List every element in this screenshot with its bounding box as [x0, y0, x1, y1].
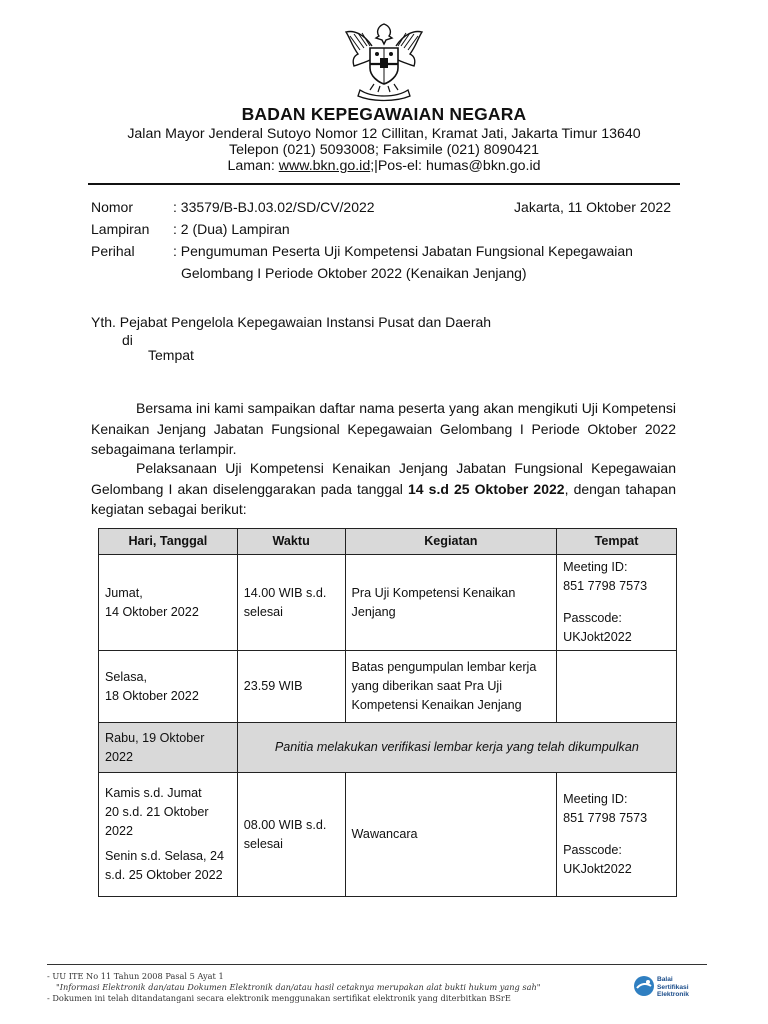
cell-place — [557, 651, 677, 723]
year-text: 2022 — [105, 749, 134, 764]
cell-day — [99, 651, 238, 723]
cell-place — [557, 773, 677, 897]
activity-text-3: Kompetensi Kenaikan Jenjang — [351, 698, 522, 712]
activity-text: Batas pengumpulan lembar kerja — [351, 660, 537, 674]
email-text: ;|Pos-el: humas@bkn.go.id — [370, 158, 541, 174]
contact-line: Telepon (021) 5093008; Faksimile (021) 8090421 — [229, 142, 539, 158]
activity-text-2: yang diberikan saat Pra Uji — [351, 679, 503, 693]
day-text: Kamis s.d. Jumat — [105, 786, 202, 800]
table-header-row — [99, 529, 677, 555]
table-row — [99, 773, 677, 897]
time-text: 08.00 WIB s.d. — [243, 817, 327, 832]
table-row — [99, 555, 677, 651]
bsre-label-line1: Balai — [657, 976, 673, 983]
date-text: 20 s.d. 21 Oktober — [105, 805, 209, 819]
col-header-day: Hari, Tanggal — [99, 529, 238, 555]
paragraph-2-dates: 14 s.d 25 Oktober 2022 — [408, 480, 565, 497]
addressee-place: Tempat — [148, 347, 194, 363]
nomor-label: Nomor — [91, 199, 134, 215]
bsre-label-line3: Elektronik — [657, 991, 689, 998]
cell-time — [237, 773, 345, 897]
website-email-line — [0, 158, 768, 174]
header-divider — [88, 183, 680, 185]
garuda-emblem-icon — [338, 20, 430, 102]
footer-esign-note: - Dokumen ini telah ditandatangani secara elektronik menggunakan sertifikat elektronik yang diterbitkan BSrE — [47, 993, 511, 1003]
addressee-di: di — [122, 332, 133, 348]
addressee-line: Yth. Pejabat Pengelola Kepegawaian Instansi Pusat dan Daerah — [91, 314, 492, 330]
perihal-value-line1: : Pengumuman Peserta Uji Kompetensi Jabatan Fungsional Kepegawaian — [173, 243, 633, 259]
table-row — [99, 651, 677, 723]
cell-day — [99, 555, 238, 651]
activity-text: Pra Uji Kompetensi Kenaikan — [351, 585, 516, 600]
passcode-value: UKJokt2022 — [563, 862, 632, 876]
cell-time: 23.59 WIB — [237, 651, 345, 723]
letter-date: Jakarta, 11 Oktober 2022 — [514, 199, 671, 215]
col-header-activity: Kegiatan — [345, 529, 557, 555]
time-text-2: selesai — [243, 604, 283, 619]
date-text-2: s.d. 25 Oktober 2022 — [105, 868, 223, 882]
footer-law-reference: - UU ITE No 11 Tahun 2008 Pasal 5 Ayat 1 — [47, 971, 224, 981]
website-label: Laman: — [227, 158, 279, 174]
address-line-1: Jalan Mayor Jenderal Sutoyo Nomor 12 Cillitan, Kramat Jati, Jakarta Timur 13640 — [127, 126, 641, 142]
paragraph-2-text: Pelaksanaan Uji Kompetensi Kenaikan Jenjang Jabatan Fungsional Kepegawaian Gelombang I akan diselenggarakan pada tanggal — [91, 460, 676, 497]
cell-day — [99, 723, 238, 773]
body-paragraph-1: Bersama ini kami sampaikan daftar nama peserta yang akan mengikuti Uji Kompetensi Kenaikan Jenjang Jabatan Fungsional Kepegawaian Gelombang I Periode Oktober 2022 sebagaimana terlampir. — [91, 400, 676, 457]
passcode-value: UKJokt2022 — [563, 630, 632, 644]
date-text: Rabu, 19 Oktober — [105, 730, 205, 745]
verification-note: Panitia melakukan verifikasi lembar kerja yang telah dikumpulkan — [237, 723, 676, 773]
passcode-label: Passcode: — [563, 843, 622, 857]
meeting-id-label: Meeting ID: — [563, 792, 628, 806]
cell-day — [99, 773, 238, 897]
organization-name: BADAN KEPEGAWAIAN NEGARA — [241, 104, 527, 124]
cell-activity: Wawancara — [345, 773, 557, 897]
col-header-place: Tempat — [557, 529, 677, 555]
perihal-label: Perihal — [91, 243, 135, 259]
date-text: 18 Oktober 2022 — [105, 688, 199, 703]
bsre-label — [657, 976, 689, 999]
day-text-2: Senin s.d. Selasa, 24 — [105, 849, 225, 863]
date-text: 14 Oktober 2022 — [105, 604, 199, 619]
meeting-id-value: 851 7798 7573 — [563, 811, 648, 825]
col-header-time: Waktu — [237, 529, 345, 555]
paragraph-2-tail: , dengan tahapan kegiatan sebagai berikut: — [91, 480, 676, 517]
time-text-2: selesai — [243, 836, 283, 851]
footer-divider — [47, 964, 707, 965]
footer-law-quote: "Informasi Elektronik dan/atau Dokumen Elektronik dan/atau hasil cetaknya merupakan alat bukti hukum yang sah" — [56, 982, 541, 992]
cell-place — [557, 555, 677, 651]
passcode-label: Passcode: — [563, 611, 622, 625]
meeting-id-value: 851 7798 7573 — [563, 579, 648, 593]
lampiran-label: Lampiran — [91, 221, 150, 237]
table-row — [99, 723, 677, 773]
body-paragraph-2 — [91, 458, 676, 520]
day-text: Selasa, — [105, 669, 148, 684]
day-text: Jumat, — [105, 585, 143, 600]
meeting-id-label: Meeting ID: — [563, 560, 628, 574]
perihal-value-line2: Gelombang I Periode Oktober 2022 (Kenaikan Jenjang) — [181, 265, 527, 281]
cell-activity — [345, 651, 557, 723]
lampiran-value: : 2 (Dua) Lampiran — [173, 221, 290, 237]
website-link[interactable]: www.bkn.go.id — [278, 158, 371, 174]
time-text: 14.00 WIB s.d. — [243, 585, 327, 600]
cell-time — [237, 555, 345, 651]
year-text: 2022 — [105, 824, 134, 838]
cell-activity — [345, 555, 557, 651]
bsre-label-line2: Sertifikasi — [657, 983, 689, 991]
schedule-table — [98, 528, 677, 897]
nomor-value: : 33579/B-BJ.03.02/SD/CV/2022 — [173, 199, 375, 215]
activity-text-2: Jenjang — [351, 604, 396, 619]
bsre-logo-icon — [632, 974, 656, 998]
